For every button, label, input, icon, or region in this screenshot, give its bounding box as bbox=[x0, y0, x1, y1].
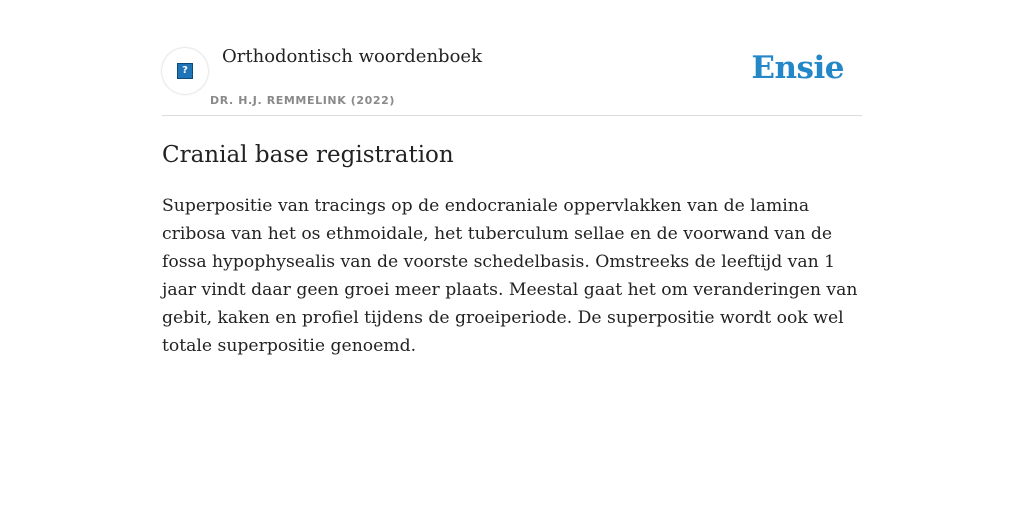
question-book-icon: ? bbox=[177, 63, 193, 79]
book-title[interactable]: Orthodontisch woordenboek bbox=[222, 46, 482, 67]
card-header bbox=[162, 40, 862, 116]
entry-term: Cranial base registration bbox=[162, 142, 454, 168]
book-icon[interactable] bbox=[162, 48, 208, 94]
brand-logo[interactable]: Ensie bbox=[751, 50, 844, 86]
author-label: DR. H.J. REMMELINK (2022) bbox=[210, 94, 396, 107]
entry-definition: Superpositie van tracings op de endocraniale oppervlakken van de lamina cribosa van het os ethmoidale, het tuberculum sellae en de voorwand van de fossa hypophysealis van de voorste schedelbasis. Omstreeks de leeftijd van 1 jaar vindt daar geen groei meer plaats. Meestal gaat het om veranderingen van gebit, kaken en profiel tijdens de groeiperiode. De superpositie wordt ook wel totale superpositie genoemd. bbox=[162, 196, 858, 356]
definition-card bbox=[162, 40, 862, 360]
